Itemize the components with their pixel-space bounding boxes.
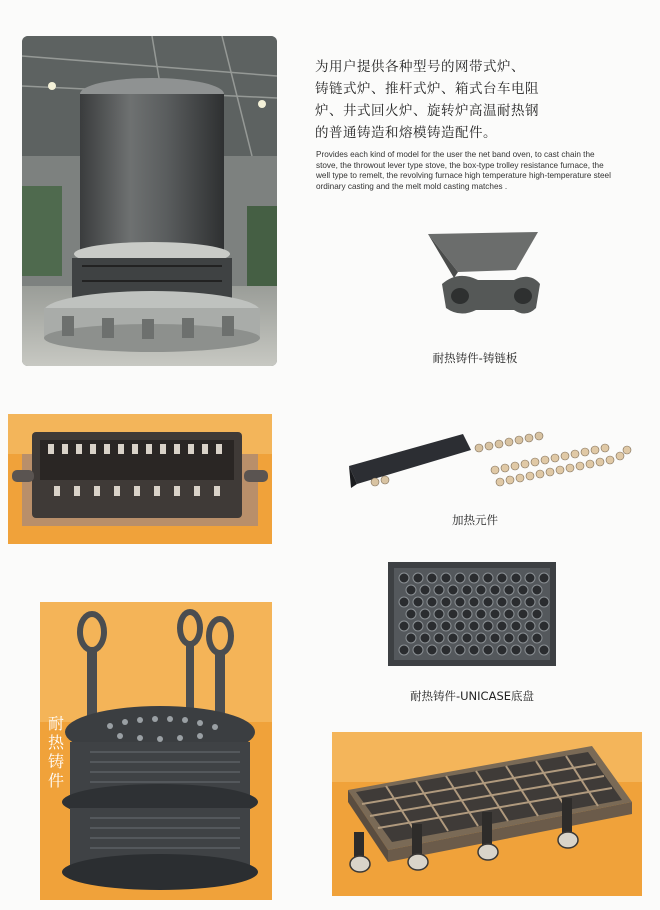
roller-grid-tray-photo	[332, 732, 642, 896]
furnace-retort-photo	[22, 36, 277, 366]
intro-chinese	[315, 56, 645, 144]
caption-unicase-tray: 耐热铸件-UNICASE底盘	[409, 689, 535, 703]
intro-line: 铸链式炉、推杆式炉、箱式台车电阻	[315, 81, 539, 97]
stacked-basket-fixture-photo	[40, 602, 272, 900]
vertical-label	[46, 714, 66, 790]
caption-chain-plate: 耐热铸件-铸链板	[432, 351, 518, 365]
chain-plate-image	[418, 222, 548, 322]
intro-line: 的普通铸造和熔模铸造配件。	[315, 125, 497, 141]
intro-english: Provides each kind of model for the user the net band oven, to cast chain the stove, the throwout lever type stove, the box-type trolley resistance furnace, the well type to remelt, the revolving furnace high temperature high-temperature steel ordinary casting and the melt mold casting matches .	[316, 150, 611, 191]
basket-tray-photo	[8, 414, 272, 544]
heating-element-image	[345, 420, 635, 500]
intro-line: 炉、井式回火炉、旋转炉高温耐热钢	[315, 103, 539, 119]
unicase-tray-image	[388, 562, 556, 666]
vertical-label-text: 耐热铸件	[47, 714, 64, 790]
intro-line: 为用户提供各种型号的网带式炉、	[315, 59, 525, 75]
caption-heating-element: 加热元件	[452, 513, 498, 527]
